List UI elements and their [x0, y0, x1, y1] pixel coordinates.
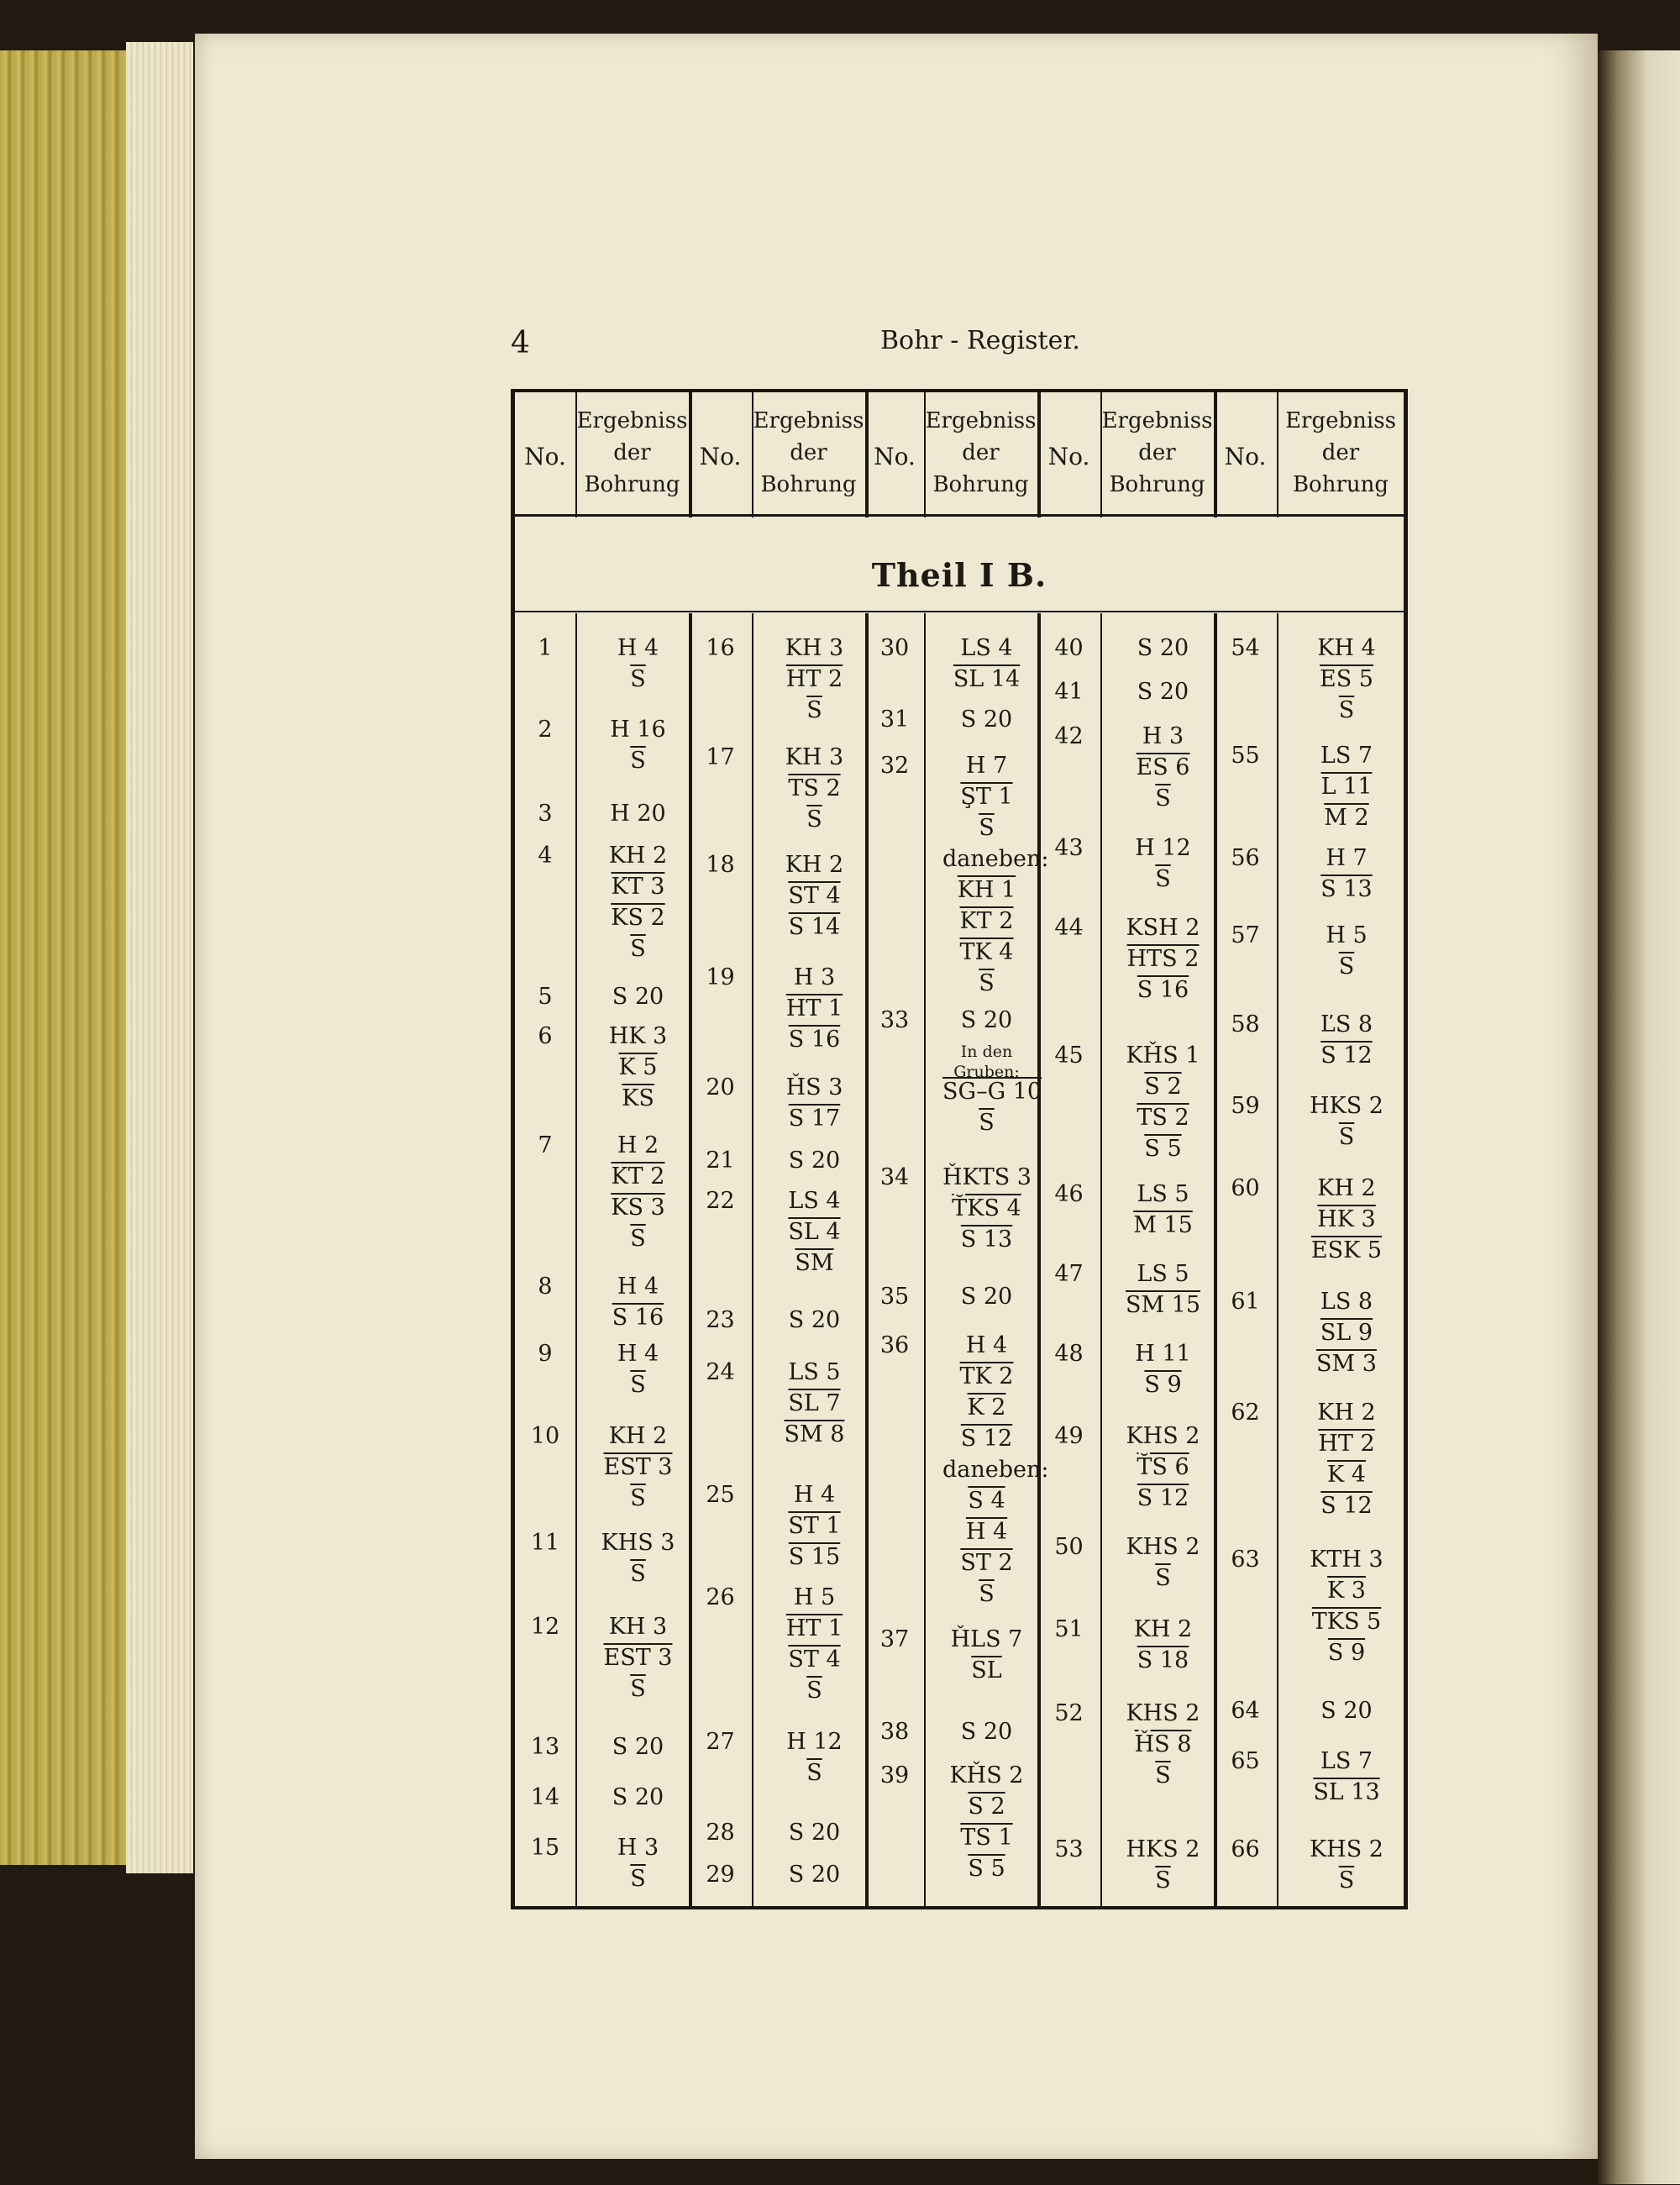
entry-result-line: T̆KS 4 — [952, 1195, 1021, 1221]
entry-result-line: SG–G 10 — [942, 1079, 1042, 1105]
entry-result-line: TK 4 — [959, 939, 1014, 965]
column-header-line: Bohrung — [1109, 472, 1205, 497]
entry-number: 60 — [1231, 1175, 1260, 1201]
entry-result-line: KT 2 — [611, 1163, 665, 1190]
column-header-result — [575, 405, 689, 501]
entry-result-line: H 5 — [1326, 922, 1368, 948]
entry-number: 43 — [1054, 835, 1084, 861]
entry-result-line: H 20 — [610, 801, 666, 827]
entry-number: 48 — [1054, 1341, 1084, 1367]
entry-result-line: ST 4 — [788, 883, 841, 909]
entry-result-line: KT 2 — [959, 908, 1014, 934]
entry-number: 2 — [538, 717, 553, 743]
entry-number: 66 — [1231, 1836, 1260, 1862]
entry-result-line: S 20 — [960, 1007, 1013, 1033]
entry-result-line: H 4 — [617, 635, 659, 661]
entry-result-line: S 9 — [1144, 1372, 1182, 1398]
entry-result-line: SL 9 — [1320, 1320, 1373, 1346]
entry-result-line: S 20 — [1320, 1698, 1373, 1724]
entry-number: 3 — [538, 801, 553, 827]
column-header-no: No. — [1047, 443, 1090, 470]
entry-result-line: KȞS 1 — [1126, 1043, 1200, 1069]
entry-result-line: KH 2 — [608, 843, 668, 869]
entry-result-line: S 15 — [788, 1544, 841, 1570]
column-divider — [1277, 392, 1278, 517]
entry-result-line: KHS 3 — [601, 1530, 675, 1556]
entry-result-line: KH 4 — [1317, 635, 1376, 661]
entry-number: 32 — [879, 753, 910, 779]
entry-result-line: H 3 — [1142, 723, 1184, 749]
entry-number: 54 — [1231, 635, 1260, 661]
entry-number: 39 — [879, 1762, 910, 1788]
entry-result-line: $\overline{S}$ — [979, 1110, 995, 1136]
entry-result-line: S 20 — [612, 1734, 664, 1760]
entry-result-line: Gruben: — [953, 1063, 1020, 1081]
entry-number: 27 — [706, 1729, 735, 1755]
entry-result-line: KH 3 — [785, 635, 844, 661]
entry-result-line: LS 5 — [1137, 1181, 1189, 1207]
column-header-line: Bohrung — [1292, 472, 1389, 497]
entry-result-line: $\overline{S}$ — [979, 815, 995, 841]
entry-result-line: S 13 — [960, 1226, 1013, 1253]
entry-number: 65 — [1231, 1748, 1260, 1774]
entry-number: 36 — [879, 1332, 910, 1358]
entry-result-line: SL 7 — [788, 1390, 841, 1416]
entry-number: 29 — [706, 1862, 735, 1888]
entry-number: 23 — [706, 1307, 735, 1333]
column-divider — [1214, 392, 1217, 517]
entry-result-line: $\overline{S}$ — [979, 970, 995, 996]
entry-result-line: $\overline{S}$ — [630, 748, 646, 774]
entry-number: 52 — [1054, 1700, 1084, 1726]
column-header-no: No. — [874, 443, 916, 470]
entry-result-line: ȞKTS 3 — [942, 1164, 1032, 1190]
entry-result-line: ȞS 8 — [1134, 1731, 1192, 1757]
entry-result-line: SL 14 — [953, 666, 1021, 692]
entry-result-line: S 20 — [788, 1862, 841, 1888]
entry-number: 5 — [538, 984, 553, 1010]
column-header-line: Ergebniss — [753, 408, 864, 433]
entry-result-line: LS 8 — [1320, 1289, 1373, 1315]
entry-number: 9 — [538, 1341, 553, 1367]
entry-result-line: S 20 — [960, 1719, 1013, 1745]
entry-result-line: LS 5 — [788, 1359, 841, 1385]
entry-number: 24 — [706, 1359, 735, 1385]
entry-result-line: $\overline{S}$ — [630, 1676, 646, 1702]
entry-number: 44 — [1054, 915, 1084, 941]
entry-result-line: ES 6 — [1136, 754, 1190, 780]
entry-result-line: $\overline{S}$ — [1155, 785, 1171, 811]
entry-result-line: $\overline{S}$ — [1338, 953, 1355, 980]
entry-result-line: S 16 — [1137, 977, 1189, 1003]
entry-result-line: S 12 — [960, 1426, 1013, 1452]
entry-result-line: S 16 — [612, 1305, 664, 1331]
column-header-line: Ergebniss — [1285, 408, 1396, 433]
entry-number: 11 — [530, 1530, 560, 1556]
entry-result-line: HT 2 — [1318, 1431, 1375, 1457]
entry-result-line: KH 3 — [608, 1614, 668, 1640]
entry-result-line: HKS 2 — [1126, 1836, 1200, 1862]
entry-result-line: H 16 — [610, 717, 666, 743]
entry-result-line: $\overline{KS}$ — [622, 1085, 654, 1111]
entry-result-line: LS 7 — [1320, 1748, 1373, 1774]
next-page-edge — [1598, 50, 1680, 2184]
entry-result-line: ESK 5 — [1310, 1237, 1383, 1263]
entry-result-line: KTH 3 — [1310, 1547, 1383, 1573]
entry-result-line: $\overline{S}$ — [1155, 866, 1171, 892]
entry-result-line: S 5 — [1144, 1136, 1182, 1162]
entry-result-line: S 12 — [1320, 1493, 1373, 1519]
entry-result-line: S 20 — [960, 1284, 1013, 1310]
entry-result-line: S 5 — [968, 1856, 1005, 1882]
entry-result-line: ĽS 8 — [1320, 1011, 1373, 1037]
column-header-line: Bohrung — [932, 472, 1029, 497]
entry-result-line: $\overline{S}$ — [630, 936, 646, 962]
entry-number: 1 — [538, 635, 553, 661]
column-divider — [575, 613, 577, 1909]
column-header-line: Bohrung — [760, 472, 857, 497]
entry-number: 28 — [706, 1820, 735, 1846]
column-header-line: Ergebniss — [576, 408, 688, 433]
entry-result-line: S 13 — [1320, 876, 1373, 902]
entry-result-line: HTS 2 — [1126, 946, 1200, 972]
entry-number: 41 — [1054, 679, 1084, 705]
entry-result-line: $\overline{SL}$ — [971, 1657, 1002, 1683]
entry-result-line: KHS 2 — [1126, 1423, 1200, 1449]
entry-result-line: ST 2 — [960, 1550, 1013, 1576]
entry-result-line: S 12 — [1137, 1485, 1189, 1511]
entry-number: 6 — [538, 1023, 553, 1049]
entry-number: 20 — [706, 1074, 735, 1100]
entry-result-line: S 20 — [612, 984, 664, 1010]
entry-number: 30 — [879, 635, 910, 661]
column-divider — [1100, 613, 1102, 1909]
entry-number: 61 — [1231, 1289, 1260, 1315]
column-header-line: der — [962, 440, 1000, 465]
column-header-line: der — [613, 440, 651, 465]
entry-result-line: ST 4 — [788, 1647, 841, 1673]
entry-result-line: KS 3 — [611, 1195, 665, 1221]
entry-result-line: HT 1 — [785, 995, 843, 1022]
entry-number: 15 — [530, 1835, 560, 1861]
entry-number: 22 — [706, 1188, 735, 1214]
column-divider — [1277, 613, 1278, 1909]
entry-result-line: TK 2 — [959, 1363, 1014, 1389]
entry-number: 45 — [1054, 1043, 1084, 1069]
entry-number: 58 — [1231, 1011, 1260, 1037]
entry-result-line: SL 13 — [1313, 1779, 1380, 1805]
entry-number: 53 — [1054, 1836, 1084, 1862]
entry-result-line: TKS 5 — [1311, 1609, 1382, 1635]
entry-result-line: KH 2 — [785, 852, 844, 878]
entry-number: 62 — [1231, 1400, 1260, 1426]
entry-result-line: $\overline{S}$ — [630, 1866, 646, 1892]
entry-number: 25 — [706, 1482, 735, 1508]
entry-result-line: H 4 — [965, 1519, 1008, 1545]
entry-result-line: TS 2 — [788, 775, 841, 801]
entry-result-line: H 7 — [965, 753, 1008, 779]
entry-result-line: ȞLS 7 — [950, 1626, 1023, 1652]
entry-result-line: $\overline{S}$ — [1155, 1867, 1171, 1893]
column-header-no: No. — [524, 443, 566, 470]
entry-result-line: H 4 — [793, 1482, 836, 1508]
entry-result-line: S 2 — [1144, 1074, 1182, 1100]
entry-result-line: $\overline{S}$ — [630, 666, 646, 692]
column-divider — [865, 613, 869, 1909]
entry-number: 4 — [538, 843, 553, 869]
entry-result-line: H 7 — [1326, 845, 1368, 871]
entry-result-line: SM 3 — [1316, 1351, 1377, 1377]
entry-result-line: H 4 — [617, 1341, 659, 1367]
entry-result-line: S 16 — [788, 1027, 841, 1053]
entry-result-line: LS 4 — [788, 1188, 841, 1214]
running-header: Bohr - Register. — [880, 326, 1080, 355]
entry-result-line: K 2 — [967, 1395, 1006, 1421]
entry-result-line: $\overline{S}$ — [1155, 1762, 1171, 1788]
entry-result-line: T̆S 6 — [1137, 1454, 1189, 1480]
column-divider — [689, 392, 692, 517]
entry-number: 8 — [538, 1274, 553, 1300]
entry-result-line: ŞT 1 — [960, 784, 1013, 810]
entry-result-line: HK 3 — [608, 1023, 668, 1049]
entry-number: 50 — [1054, 1534, 1084, 1560]
column-header-line: der — [1321, 440, 1360, 465]
entry-result-line: H 2 — [617, 1132, 659, 1158]
entry-result-line: $\overline{S}$ — [1338, 1124, 1355, 1150]
entry-result-line: H 4 — [617, 1274, 659, 1300]
entry-result-line: ST 1 — [788, 1513, 841, 1539]
entry-number: 51 — [1054, 1616, 1084, 1642]
column-header-result — [1277, 405, 1404, 501]
entry-result-line: EST 3 — [603, 1645, 673, 1671]
entry-number: 35 — [879, 1284, 910, 1310]
column-divider — [689, 613, 692, 1909]
entry-number: 64 — [1231, 1698, 1260, 1724]
entry-result-line: HKS 2 — [1310, 1093, 1383, 1119]
entry-result-line: KȞS 2 — [949, 1762, 1024, 1788]
column-divider — [1214, 613, 1217, 1909]
entry-result-line: LS 5 — [1137, 1261, 1189, 1287]
entry-result-line: $\overline{S}$ — [806, 1678, 822, 1704]
entry-result-line: H 3 — [793, 964, 836, 990]
entry-result-line: KH 1 — [957, 877, 1016, 903]
entry-number: 13 — [530, 1734, 560, 1760]
column-divider — [865, 392, 869, 517]
entry-number: 37 — [879, 1626, 910, 1652]
entry-result-line: HT 2 — [785, 666, 843, 692]
section-rule — [515, 611, 1404, 612]
entry-number: 63 — [1231, 1547, 1260, 1573]
entry-result-line: K 4 — [1327, 1462, 1366, 1488]
entry-number: 38 — [879, 1719, 910, 1745]
entry-result-line: $\overline{S}$ — [630, 1561, 646, 1587]
entry-result-line: S 9 — [1327, 1640, 1366, 1666]
entry-result-line: $\overline{S}$ — [630, 1372, 646, 1398]
entry-result-line: H 11 — [1135, 1341, 1191, 1367]
entry-number: 42 — [1054, 723, 1084, 749]
entry-result-line: $\overline{S}$ — [806, 1760, 822, 1786]
entry-result-line: KH 2 — [1317, 1400, 1376, 1426]
entry-result-line: KHS 2 — [1310, 1836, 1383, 1862]
entry-result-line: H 12 — [1135, 835, 1191, 861]
entry-number: 10 — [530, 1423, 560, 1449]
entry-result-line: S 18 — [1137, 1647, 1189, 1673]
entry-number: 21 — [706, 1148, 735, 1174]
column-divider — [752, 392, 753, 517]
entry-result-line: $\overline{S}$ — [1155, 1565, 1171, 1591]
entry-number: 7 — [538, 1132, 553, 1158]
entry-number: 18 — [706, 852, 735, 878]
entry-result-line: HT 1 — [785, 1615, 843, 1641]
entry-number: 26 — [706, 1584, 735, 1610]
column-divider — [924, 613, 926, 1909]
entry-number: 55 — [1231, 743, 1260, 769]
entry-number: 46 — [1054, 1181, 1084, 1207]
column-divider — [1100, 392, 1102, 517]
entry-number: 19 — [706, 964, 735, 990]
column-header-no: No. — [1224, 443, 1267, 470]
column-header-result — [1100, 405, 1214, 501]
entry-number: 33 — [879, 1007, 910, 1033]
header-rule — [515, 514, 1404, 517]
entry-number: 49 — [1054, 1423, 1084, 1449]
entry-result-line: S 20 — [788, 1820, 841, 1846]
column-header-line: der — [790, 440, 827, 465]
entry-result-line: S 17 — [788, 1106, 841, 1132]
entry-result-line: SM 8 — [784, 1421, 845, 1447]
column-divider — [1037, 392, 1041, 517]
entry-number: 12 — [530, 1614, 560, 1640]
column-divider — [752, 613, 753, 1909]
entry-result-line: K 3 — [1327, 1578, 1366, 1604]
book-edge-pages-inner — [126, 42, 193, 1873]
entry-result-line: SM 15 — [1125, 1292, 1201, 1318]
entry-number: 34 — [879, 1164, 910, 1190]
column-divider — [575, 392, 577, 517]
entry-result-line: S 20 — [1137, 679, 1189, 705]
column-header-line: Ergebniss — [925, 408, 1037, 433]
entry-result-line: L 11 — [1320, 774, 1373, 800]
entry-result-line: S 4 — [968, 1488, 1005, 1514]
entry-result-line: $\overline{S}$ — [806, 697, 822, 723]
entry-number: 47 — [1054, 1261, 1084, 1287]
column-header-line: Ergebniss — [1101, 408, 1213, 433]
entry-result-line: KH 2 — [608, 1423, 668, 1449]
entry-result-line: S 20 — [960, 706, 1013, 733]
column-header-result — [924, 405, 1037, 501]
entry-result-line: KT 3 — [611, 874, 665, 900]
entry-result-line: S 12 — [1320, 1043, 1373, 1069]
entry-result-line: LS 4 — [960, 635, 1013, 661]
entry-result-line: H 12 — [786, 1729, 843, 1755]
entry-result-line: K 5 — [618, 1054, 658, 1080]
entry-result-line: KH 2 — [1133, 1616, 1193, 1642]
column-header-no: No. — [699, 443, 742, 470]
entry-number: 16 — [706, 635, 735, 661]
entry-result-line: $\overline{S}$ — [979, 1581, 995, 1607]
entry-result-line: $\overline{S}$ — [1338, 697, 1355, 723]
entry-result-line: $\overline{S}$ — [806, 806, 822, 833]
entry-result-line: S 20 — [612, 1784, 664, 1810]
entry-result-line: TS 1 — [960, 1825, 1013, 1851]
entry-number: 14 — [530, 1784, 560, 1810]
entry-result-line: H 5 — [793, 1584, 836, 1610]
entry-result-line: S 20 — [788, 1307, 841, 1333]
entry-result-line: M 15 — [1133, 1212, 1193, 1238]
entry-result-line: LS 7 — [1320, 743, 1373, 769]
entry-result-line: $\overline{S}$ — [630, 1485, 646, 1511]
entry-result-line: KHS 2 — [1126, 1534, 1200, 1560]
entry-result-line: In den — [960, 1043, 1013, 1061]
section-title: Theil I B. — [871, 556, 1047, 594]
entry-result-line: KH 2 — [1317, 1175, 1376, 1201]
entry-result-line: H 4 — [965, 1332, 1008, 1358]
entry-number: 56 — [1231, 845, 1260, 871]
entry-result-line: daneben: — [942, 846, 1049, 872]
entry-result-line: S 14 — [788, 914, 841, 940]
entry-result-line: TS 2 — [1137, 1105, 1189, 1131]
entry-result-line: daneben: — [942, 1457, 1049, 1483]
entry-result-line: ES 5 — [1320, 666, 1373, 692]
entry-result-line: EST 3 — [603, 1454, 673, 1480]
entry-number: 17 — [706, 744, 735, 770]
column-divider — [924, 392, 926, 517]
entry-result-line: S 2 — [968, 1794, 1005, 1820]
column-header-result — [752, 405, 865, 501]
entry-result-line: ȞS 3 — [785, 1074, 843, 1100]
entry-result-line: SL 4 — [788, 1219, 841, 1245]
entry-result-line: M 2 — [1324, 805, 1369, 831]
column-header-line: Bohrung — [584, 472, 680, 497]
page-number: 4 — [511, 326, 530, 360]
entry-result-line: H 3 — [617, 1835, 659, 1861]
entry-result-line: S 20 — [1137, 635, 1189, 661]
entry-result-line: KHS 2 — [1126, 1700, 1200, 1726]
entry-result-line: KS 2 — [611, 905, 665, 931]
entry-result-line: HK 3 — [1317, 1206, 1376, 1232]
column-divider — [1037, 613, 1041, 1909]
entry-number: 59 — [1231, 1093, 1260, 1119]
entry-number: 57 — [1231, 922, 1260, 948]
entry-result-line: $\overline{S}$ — [1338, 1867, 1355, 1893]
entry-result-line: $\overline{S}$ — [630, 1226, 646, 1252]
entry-number: 40 — [1054, 635, 1084, 661]
entry-result-line: S 20 — [788, 1148, 841, 1174]
column-header-line: der — [1138, 440, 1176, 465]
bohr-register-table — [511, 389, 1408, 1909]
entry-result-line: KH 3 — [785, 744, 844, 770]
entry-result-line: $\overline{SM}$ — [795, 1250, 834, 1276]
entry-number: 31 — [879, 706, 910, 733]
entry-result-line: KSH 2 — [1126, 915, 1200, 941]
